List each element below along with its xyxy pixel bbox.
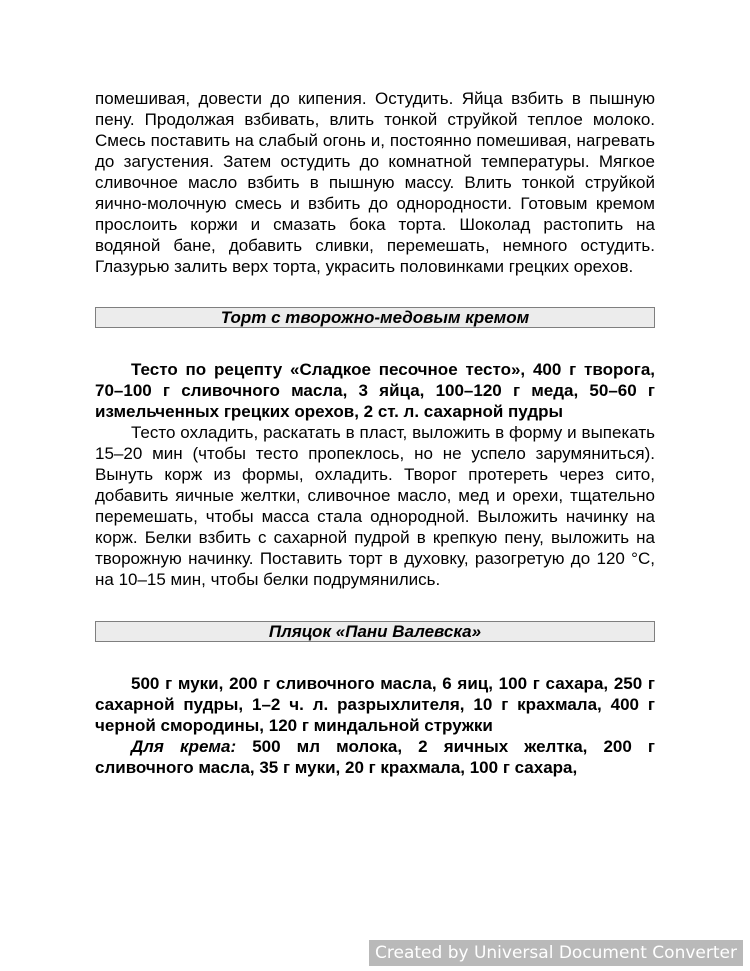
recipe1-ingredients: Тесто по рецепту «Сладкое песочное тесто», 400 г творога, 70–100 г сливочного масла, 3 яйца, 100–120 г меда, 50–60 г измельченных грецких орехов, 2 ст. л. сахарной пудры (95, 360, 655, 421)
intro-paragraph: помешивая, довести до кипения. Остудить. Яйца взбить в пышную пену. Продолжая взбивать, влить тонкой струйкой теплое молоко. Смесь поставить на слабый огонь и, постоянно помешивая, нагревать до загустения. Затем остудить до комнатной температуры. Мягкое сливочное масло взбить в пышную массу. Влить тонкой струйкой яично-молочную смесь и взбить до однородности. Готовым кремом прослоить коржи и смазать бока торта. Шоколад растопить на водяной бане, добавить сливки, перемешать, немного остудить. Глазурью залить верх торта, украсить половинками грецких орехов. (95, 89, 655, 276)
recipe-title-pani-walewska: Пляцок «Пани Валевска» (95, 621, 655, 642)
recipe-title-cottage-honey-cake: Торт с творожно-медовым кремом (95, 307, 655, 328)
cream-label: Для крема: (131, 737, 237, 756)
page-content (95, 88, 655, 778)
converter-watermark: Created by Universal Document Converter (369, 940, 743, 966)
recipe1-method: Тесто охладить, раскатать в пласт, выложить в форму и выпекать 15–20 мин (чтобы тесто пропеклось, но не успело зарумяниться). Вынуть корж из формы, охладить. Творог протереть через сито, добавить яичные желтки, сливочное масло, мед и орехи, тщательно перемешать, чтобы масса стала однородной. Выложить начинку на корж. Белки взбить с сахарной пудрой в крепкую пену, выложить на творожную начинку. Поставить торт в духовку, разогретую до 120 °C, на 10–15 мин, чтобы белки подрумянились. (95, 423, 655, 589)
recipe2-ingredients: 500 г муки, 200 г сливочного масла, 6 яиц, 100 г сахара, 250 г сахарной пудры, 1–2 ч. л. разрыхлителя, 10 г крахмала, 400 г черной смородины, 120 г миндальной стружки (95, 674, 655, 735)
cream-ingredients-text: 500 мл молока, 2 яичных желтка, 200 г сливочного масла, 35 г муки, 20 г крахмала, 100 г сахара, (95, 737, 655, 777)
recipe2-cream-ingredients (95, 736, 655, 778)
